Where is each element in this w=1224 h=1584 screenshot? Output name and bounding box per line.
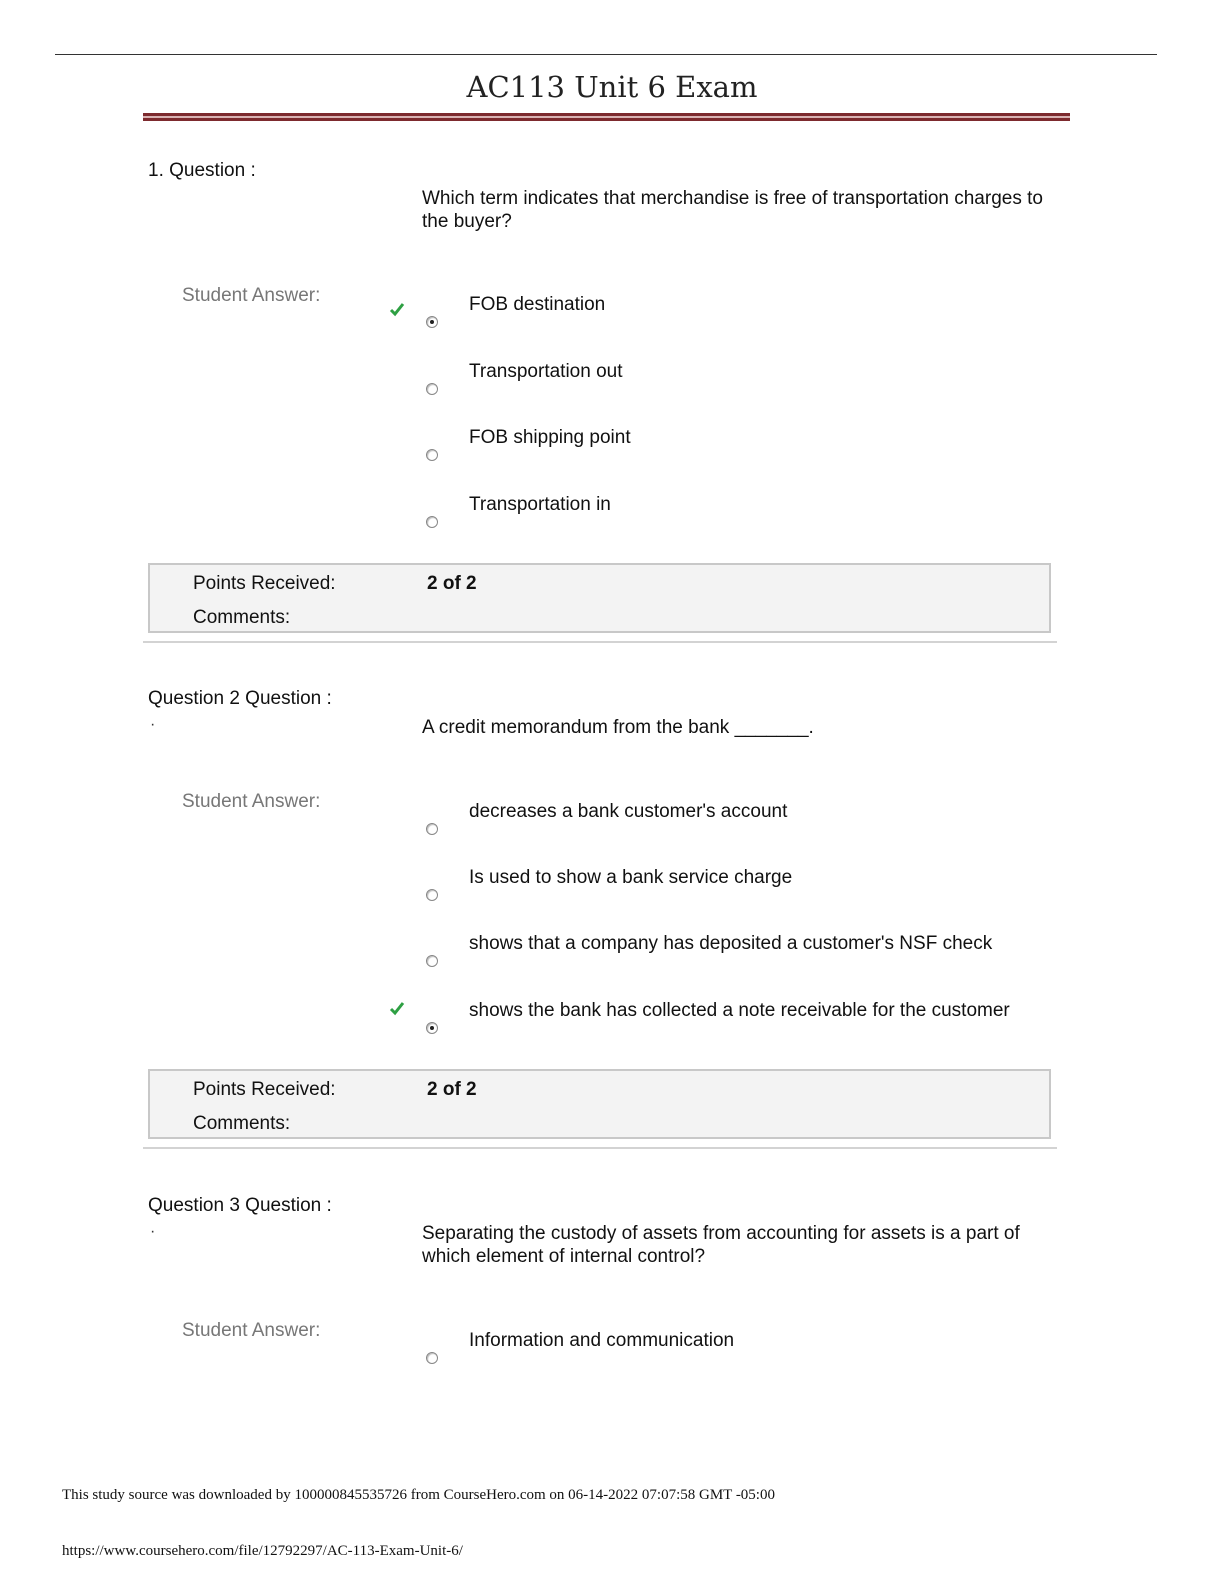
top-rule bbox=[55, 54, 1157, 55]
question-text: A credit memorandum from the bank _______. bbox=[422, 717, 814, 738]
question-label: Question 3 Question : bbox=[148, 1195, 332, 1216]
option-text: shows the bank has collected a note receivable for the customer bbox=[469, 1000, 1010, 1021]
answer-option[interactable] bbox=[0, 361, 1224, 429]
points-received-value: 2 of 2 bbox=[427, 573, 477, 594]
points-box bbox=[148, 1069, 1051, 1139]
answer-option[interactable] bbox=[0, 933, 1224, 1001]
question-bullet: · bbox=[150, 1223, 156, 1240]
option-text: FOB shipping point bbox=[469, 427, 631, 448]
radio-button-selected[interactable] bbox=[426, 316, 438, 328]
answer-option[interactable] bbox=[0, 427, 1224, 495]
source-url[interactable]: https://www.coursehero.com/file/12792297/AC-113-Exam-Unit-6/ bbox=[62, 1543, 463, 1559]
comments-label: Comments: bbox=[193, 1113, 291, 1134]
points-received-value: 2 of 2 bbox=[427, 1079, 477, 1100]
separator bbox=[143, 641, 1057, 643]
answer-option[interactable] bbox=[0, 867, 1224, 935]
checkmark-icon bbox=[389, 1001, 405, 1017]
option-text: Transportation out bbox=[469, 361, 623, 382]
radio-button[interactable] bbox=[426, 823, 438, 835]
student-answer-label: Student Answer: bbox=[182, 1320, 321, 1341]
comments-label: Comments: bbox=[193, 607, 291, 628]
radio-button[interactable] bbox=[426, 955, 438, 967]
question-text: Which term indicates that merchandise is free of transportation charges to the buyer? bbox=[422, 188, 1043, 232]
page-title: AC113 Unit 6 Exam bbox=[466, 70, 758, 104]
option-text: Transportation in bbox=[469, 494, 611, 515]
question-bullet: · bbox=[150, 716, 156, 733]
title-rule bbox=[143, 113, 1070, 121]
student-answer-label: Student Answer: bbox=[182, 285, 321, 306]
answer-option[interactable] bbox=[0, 494, 1224, 562]
option-text: Information and communication bbox=[469, 1330, 735, 1351]
radio-button[interactable] bbox=[426, 449, 438, 461]
radio-button[interactable] bbox=[426, 889, 438, 901]
radio-button[interactable] bbox=[426, 1352, 438, 1364]
question-text: Separating the custody of assets from accounting for assets is a part of which element of internal control? bbox=[422, 1223, 1020, 1267]
radio-button[interactable] bbox=[426, 383, 438, 395]
option-text: shows that a company has deposited a customer's NSF check bbox=[469, 933, 993, 954]
checkmark-icon bbox=[389, 302, 405, 318]
points-received-label: Points Received: bbox=[193, 573, 336, 594]
question-label: Question 2 Question : bbox=[148, 688, 332, 709]
option-text: Is used to show a bank service charge bbox=[469, 867, 793, 888]
option-text: FOB destination bbox=[469, 294, 606, 315]
radio-button-selected[interactable] bbox=[426, 1022, 438, 1034]
points-received-label: Points Received: bbox=[193, 1079, 336, 1100]
answer-option[interactable] bbox=[0, 1000, 1224, 1068]
separator bbox=[143, 1147, 1057, 1149]
student-answer-label: Student Answer: bbox=[182, 791, 321, 812]
points-box bbox=[148, 563, 1051, 633]
download-note: This study source was downloaded by 100000845535726 from CourseHero.com on 06-14-2022 07:07:58 GMT -05:00 bbox=[62, 1487, 775, 1503]
option-text: decreases a bank customer's account bbox=[469, 801, 788, 822]
radio-button[interactable] bbox=[426, 516, 438, 528]
question-label: 1. Question : bbox=[148, 160, 256, 181]
